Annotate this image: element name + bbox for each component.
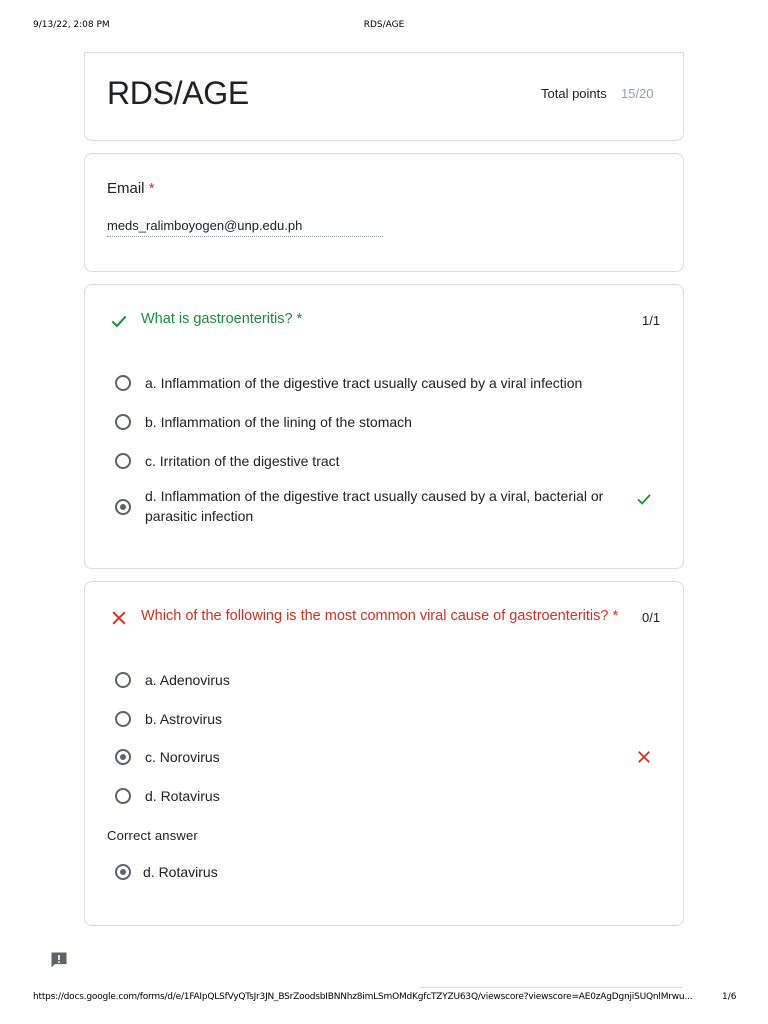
question-card-2: [84, 581, 684, 926]
option-label: c. Norovirus: [145, 749, 220, 765]
required-mark: *: [612, 608, 619, 624]
divider: [420, 987, 682, 988]
option-label: a. Inflammation of the digestive tract usually caused by a viral infection: [145, 375, 583, 391]
radio-button-selected: [115, 864, 131, 880]
radio-button: [115, 375, 131, 391]
required-mark: *: [296, 311, 303, 327]
page-number: 1/6: [722, 992, 737, 1002]
correct-answer-text: d. Rotavirus: [143, 864, 218, 880]
email-card: [84, 153, 684, 272]
radio-button: [115, 453, 131, 469]
print-date: 9/13/22, 2:08 PM: [33, 20, 110, 30]
radio-button: [115, 711, 131, 727]
question-score: 1/1: [642, 313, 661, 328]
radio-button: [115, 414, 131, 430]
question-title: [141, 311, 302, 327]
option-label: b. Inflammation of the lining of the stomach: [145, 414, 412, 430]
option-label: b. Astrovirus: [145, 711, 223, 727]
option-label: c. Irritation of the digestive tract: [145, 453, 340, 469]
required-mark: *: [148, 180, 155, 197]
check-icon: [109, 311, 129, 331]
option-label: a. Adenovirus: [145, 672, 230, 688]
form-title-card: [84, 52, 684, 141]
email-label-text: Email: [107, 180, 145, 197]
print-title: RDS/AGE: [363, 20, 405, 30]
option-label: d. Inflammation of the digestive tract usually caused by a viral, bacterial or: [145, 488, 604, 504]
question-text: Which of the following is the most common viral cause of gastroenteritis?: [141, 608, 609, 624]
question-title: [141, 608, 618, 624]
print-footer: [0, 992, 768, 1006]
option-label: d. Rotavirus: [145, 788, 220, 804]
question-score: 0/1: [642, 610, 661, 625]
feedback-icon[interactable]: [49, 950, 69, 970]
radio-button-selected: [115, 749, 131, 765]
radio-button: [115, 672, 131, 688]
cross-icon: [109, 608, 129, 628]
total-points-value: 15/20: [621, 86, 654, 101]
email-label: [107, 180, 155, 197]
correct-answer-label: Correct answer: [107, 828, 198, 843]
cross-icon: [635, 748, 653, 766]
form-title: RDS/AGE: [107, 75, 249, 111]
radio-button: [115, 788, 131, 804]
radio-button-selected: [115, 499, 131, 515]
email-field: meds_ralimboyogen@unp.edu.ph: [107, 218, 383, 237]
option-label-line2: parasitic infection: [145, 508, 254, 524]
page-url: https://docs.google.com/forms/d/e/1FAIpQLSfVyQTsJr3JN_BSrZoodsbIBNNhz8imLSmOMdKgfcTZYZU63Q/viewscore?viewscore=AE0zAgDgnjiSUQnlMrwu...: [33, 992, 693, 1002]
total-points-label: Total points: [541, 86, 607, 101]
question-text: What is gastroenteritis?: [141, 311, 293, 327]
print-header: [0, 20, 768, 32]
question-card-1: [84, 284, 684, 569]
check-icon: [635, 490, 653, 508]
